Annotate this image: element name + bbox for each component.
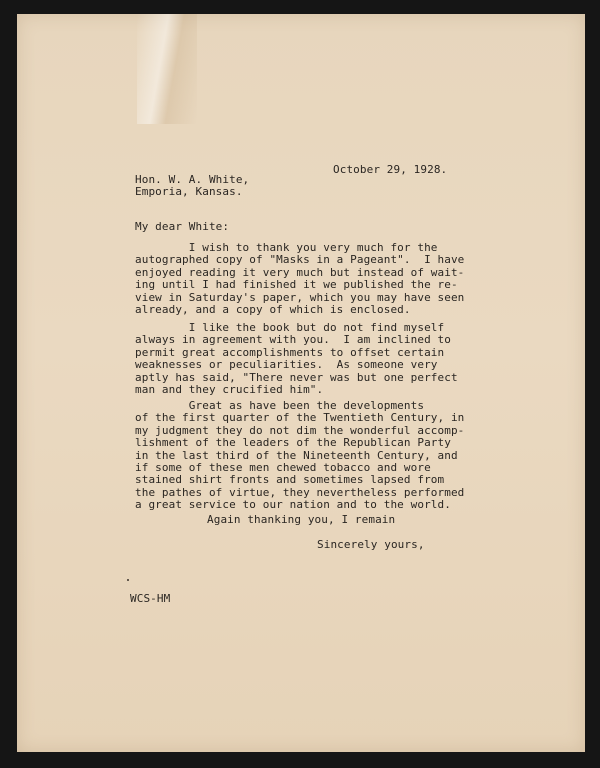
paragraph-line: if some of these men chewed tobacco and wore (135, 461, 431, 475)
paper-crease (137, 14, 197, 124)
body-paragraph-3 (135, 400, 464, 512)
paragraph-line: already, and a copy of which is enclosed. (135, 303, 411, 317)
paragraph-line: my judgment they do not dim the wonderful accomp- (135, 423, 465, 437)
paragraph-line: man and they crucified him". (135, 383, 324, 397)
paragraph-line: aptly has said, "There never was but one perfect (135, 370, 458, 384)
letter-date: October 29, 1928. (333, 163, 448, 176)
paragraph-line: view in Saturday's paper, which you may have seen (135, 290, 465, 304)
letter-page (17, 14, 585, 752)
recipient-location: Emporia, Kansas. (135, 185, 243, 199)
paragraph-line: the pathes of virtue, they nevertheless performed (135, 485, 465, 499)
salutation: My dear White: (135, 220, 230, 233)
paragraph-line: permit great accomplishments to offset certain (135, 345, 445, 359)
paper-speck (127, 579, 129, 581)
paragraph-line: autographed copy of "Masks in a Pageant". I have (135, 253, 465, 267)
paragraph-line: stained shirt fronts and sometimes lapsed from (135, 473, 445, 487)
closing-line: Again thanking you, I remain (207, 513, 396, 526)
paragraph-line: I like the book but do not find myself (135, 321, 445, 334)
paragraph-line: a great service to our nation and to the world. (135, 498, 451, 512)
recipient-address (135, 174, 249, 199)
paragraph-line: lishment of the leaders of the Republican Party (135, 436, 451, 450)
paragraph-line: always in agreement with you. I am inclined to (135, 333, 451, 347)
paragraph-line: enjoyed reading it very much but instead of wait- (135, 265, 465, 279)
typist-initials: WCS-HM (130, 592, 171, 605)
paragraph-line: weaknesses or peculiarities. As someone very (135, 358, 438, 372)
paragraph-line: I wish to thank you very much for the (135, 241, 438, 254)
body-paragraph-1 (135, 242, 464, 316)
paragraph-line: of the first quarter of the Twentieth Century, in (135, 411, 465, 425)
sign-off: Sincerely yours, (317, 538, 425, 551)
paragraph-line: Great as have been the developments (135, 399, 425, 412)
body-paragraph-2 (135, 322, 458, 396)
paragraph-line: in the last third of the Nineteenth Century, and (135, 448, 458, 462)
paragraph-line: ing until I had finished it we published the re- (135, 278, 458, 292)
recipient-name: Hon. W. A. White, (135, 173, 250, 186)
